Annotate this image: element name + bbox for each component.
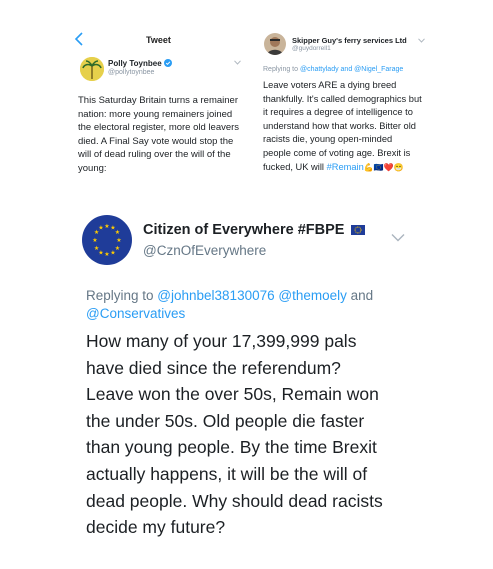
svg-text:★: ★ [116, 237, 122, 244]
tweet-line: died. A Final Say vote would stop the [78, 135, 234, 147]
author-name[interactable] [108, 59, 172, 68]
nav-title: Tweet [146, 35, 171, 45]
svg-text:★: ★ [104, 251, 110, 258]
reply-mention-link[interactable]: @Conservatives [86, 306, 186, 321]
svg-text:★: ★ [114, 229, 121, 236]
tweet-line: thankfully. It's called demographics but [263, 93, 422, 104]
eu-flag-avatar-icon [82, 215, 132, 265]
chevron-left-icon[interactable] [74, 32, 88, 46]
tweet-line: people come of voting age. Brexit is [263, 147, 411, 158]
emoji-sequence: 💪🇪🇺❤️😁 [363, 162, 404, 172]
replying-to-line [86, 305, 416, 323]
author-handle[interactable]: @pollytoynbee [108, 69, 155, 76]
tweet-line: This Saturday Britain turns a remainer [78, 95, 238, 106]
replying-to-label: Replying to [86, 288, 158, 303]
author-name[interactable]: Skipper Guy's ferry services Ltd [292, 36, 407, 45]
replying-to [86, 287, 416, 323]
tweet-line-text: fucked, UK will [263, 161, 327, 172]
chevron-down-icon[interactable] [391, 229, 405, 238]
author-name[interactable] [143, 222, 365, 238]
avatar[interactable] [80, 57, 104, 81]
tweet-line: it requires a degree of intelligence to [263, 107, 413, 118]
tweet-line: decide my future? [86, 517, 226, 538]
svg-text:★: ★ [98, 249, 104, 257]
reply-mention-link[interactable]: @johnbel38130076 [157, 288, 275, 303]
tweet-line: actually happens, it will be the will of [86, 463, 368, 484]
tweet-text [78, 94, 258, 176]
eu-flag-icon [351, 225, 365, 235]
author-handle[interactable]: @guydorrell1 [292, 45, 331, 52]
tweet-line: nation: more young remainers joined [78, 108, 233, 120]
palm-tree-avatar-icon [80, 57, 104, 81]
tweet-line: Leave won the over 50s, Remain won [86, 384, 379, 405]
tweet-line [263, 161, 438, 175]
tweet-line: will of dead ruling over the will of the [78, 149, 231, 161]
verified-badge-icon [164, 59, 172, 67]
replying-to [263, 66, 403, 73]
author-name-text: Citizen of Everywhere #FBPE [143, 222, 345, 238]
chevron-down-icon[interactable] [234, 60, 241, 67]
reply-and-text: and [346, 288, 374, 303]
avatar[interactable] [264, 33, 286, 55]
profile-photo-icon [264, 33, 286, 55]
tweet-line: racists die, young open-minded [263, 134, 393, 145]
tweet-line: dead people. Why should dead racists [86, 490, 383, 511]
replying-to-line [86, 287, 416, 305]
svg-text:★: ★ [114, 245, 121, 252]
tweet-line: Leave voters ARE a dying breed [263, 80, 397, 90]
svg-text:★: ★ [93, 245, 100, 252]
reply-mention-link[interactable]: @themoely [278, 288, 347, 303]
tweet-line: young: [78, 162, 107, 174]
tweet-line: the under 50s. Old people die faster [86, 410, 365, 431]
author-name-text: Polly Toynbee [108, 59, 162, 68]
svg-text:★: ★ [104, 223, 110, 230]
svg-text:★: ★ [110, 224, 116, 232]
hashtag-link[interactable]: #Remain [326, 161, 364, 172]
tweet-line: the electoral register, more old leavers [78, 122, 240, 134]
svg-text:★: ★ [98, 224, 104, 232]
reply-mention-link[interactable]: @chattylady and @Nigel_Farage [299, 66, 404, 73]
tweet-line: understand how that works. Bitter old [263, 120, 416, 131]
tweet-line: than young people. By the time Brexit [86, 437, 377, 458]
tweet-line: have died since the referendum? [86, 357, 341, 378]
tweet-text [86, 328, 416, 541]
author-handle[interactable]: @CznOfEverywhere [143, 243, 267, 258]
replying-to-label: Replying to [263, 66, 300, 73]
svg-text:★: ★ [92, 237, 98, 244]
svg-text:★: ★ [93, 229, 100, 236]
svg-text:★: ★ [110, 249, 116, 257]
chevron-down-icon[interactable] [418, 38, 425, 45]
tweet-text [263, 79, 438, 174]
tweet-line: How many of your 17,399,999 pals [86, 331, 357, 351]
avatar[interactable] [82, 215, 132, 265]
